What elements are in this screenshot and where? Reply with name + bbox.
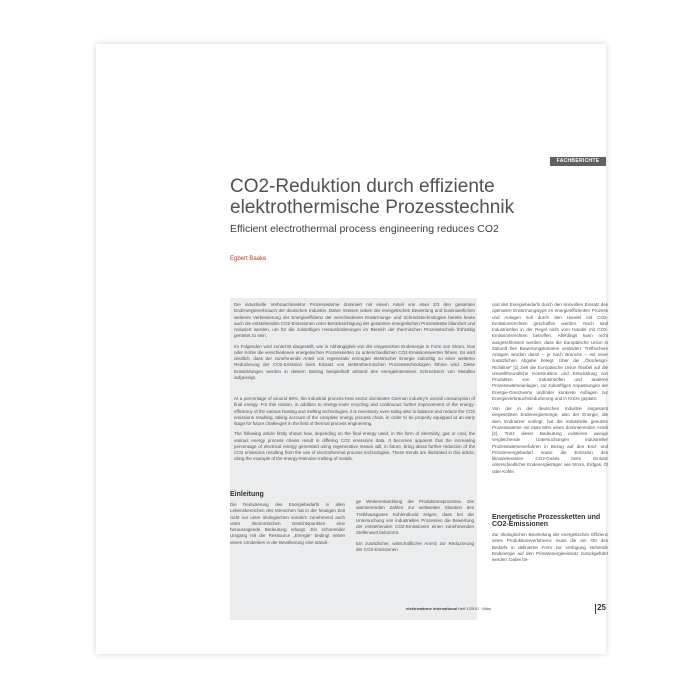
footer-divider bbox=[595, 604, 596, 614]
abstract-box bbox=[230, 298, 477, 620]
journal-page bbox=[96, 44, 606, 654]
heading-energy-chains: Energetische Prozessketten und CO2-Emissionen bbox=[492, 514, 601, 528]
article-title: CO2-Reduktion durch effiziente elektrothermische Prozesstechnik bbox=[230, 176, 515, 218]
body-paragraph: ge Weiterentwicklung der Produktionsprozesse. Die alarmierenden Zahlen zur weltweiten Situation des Treibhausgases Kohlendioxid zeigen, dass bei der Untersuchung von industriellen Prozessen die Bewertung der entstehenden CO2-Emissionen einen zunehmenden Stellenwert bekommt. bbox=[356, 499, 474, 536]
column-introduction bbox=[230, 491, 345, 550]
abstract-en-paragraph: At a percentage of around 66%, the industrial process-heat sector dominates German industry's overall consumption of final energy. For this reason, in addition to energy-route recycling and continuous further improvement of the energy-efficiency of the various heating and melting technologies, it is necessary even today also to balance and reduce the CO2 emissions resulting, taking account of the complete energy process chain, in order to be properly equipped at an early stage for future challenges in the field of thermal process engineering. bbox=[234, 396, 475, 426]
body-paragraph: Ein zusätzlicher, wirtschaftlicher Anreiz zur Reduzierung der CO2-Emissionen bbox=[356, 540, 474, 552]
right-column bbox=[492, 302, 608, 479]
journal-name: elektrowärme international bbox=[406, 606, 457, 611]
article-subtitle: Efficient electrothermal process engineering reduces CO2 bbox=[230, 223, 499, 235]
body-paragraph: Die Reduzierung des Energiebedarfs in allen Lebensbereichen des Menschen hat in der heutigen Zeit nicht nur unter ökologischen sondern zunehmend auch unter ökonomischen Gesichtspunkten eine herausragende Bedeutung erlangt. Ein schonender Umgang mit der Ressource „Energie“ bedingt neben einem Umdenken in der Bevölkerung eine ständi- bbox=[230, 502, 345, 545]
abstract-de-paragraph: Im Folgenden wird zunächst dargestellt, wie in Abhängigkeit von der eingesetzten Endenergie in Form von Strom, Gas oder Kohle die verschiedenen energetischen Prozessketten zu unterschiedlichen CO2-Emissionswerten führen. Es wird deutlich, dass der zunehmende Anteil von regenerativ erzeugter elektrischer Energie zukünftig zu einer weiteren Reduzierung der CO2-Emission beim Einsatz von elektrothermischen Prozesstechnologien führen wird. Diese Entwicklungen werden in diesem Beitrag beispielhaft anhand des energieintensiven Schmelzens von Metallen aufgezeigt. bbox=[234, 343, 475, 380]
body-paragraph: und des Energiebedarfs durch den sinnvollen Einsatz des optimalen Erwärmungstyps im energieeffizienten Prozess und Anlagen soll durch den Handel mit CO2-Emissionsrechten geschaffen werden. Noch sind Industrieöfen in der Regel nicht vom Handel mit CO2-Emissionsrechten betroffen. Allerdings kann nicht ausgeschlossen werden, dass die Europäische Union in Zukunft ihre Bewertungskriterien verändert. Treffsichere Anlagen würden damit – je nach Branche – mit einer zusätzlichen Abgabe belegt. Über die „Ökodesign-Richtlinie“ [1] zielt die Europäische Union flexibel auf die umweltfreundliche Konstruktion und Entwicklung von Produkten von Industrieöfen und anderen Prozesswärmeanlagen, zur zukünftigen Anpassungen der Energie-Grenzwerte und/oder konkrete Auflagen zur Energieverbrauchsreduzierung und in Kürze geplant. bbox=[492, 302, 608, 401]
body-paragraph: Zur ökologischen Beurteilung der energetischen Effizienz eines Produktionsverfahrens muss die am Ort des Bedarfs in definierter Form zur Verfügung stehende Endenergie auf den Primärenergieeinsatz zurückgeführt werden. Dabei be- bbox=[492, 532, 608, 562]
abstract-english bbox=[234, 396, 475, 467]
author: Egbert Baake bbox=[230, 256, 267, 262]
column-energy-chains bbox=[492, 514, 608, 567]
abstract-de-paragraph: Die industrielle Verbrauchssektor Prozesswärme dominiert mit einem Anteil von etwa 2/3 den gesamten Endenergieverbrauch der deutschen Industrie. Daher müssen neben der energetischen Bewertung und kontinuierlichen weiteren Verbesserung der Energieeffizienz der verschiedenen Erwärmungs- und Schmelztechnologien bereits heute auch die entstehenden CO2-Emissionen unter Berücksichtigung der gesamten energetischen Prozesskette bilanziert und reduziert werden, um für die zukünftigen Herausforderungen im Bereich der thermischen Prozesstechnik frühzeitig gerüstet zu sein. bbox=[234, 302, 475, 339]
abstract-en-paragraph: The following article firstly shows how, depending on the final energy used, in the form of electricity, gas or coal, the various energy process chains result in differing CO2 emissions data. It becomes apparent that the increasing percentage of electrical energy generated using regenerative means will, in future, bring about further reduction of the CO2 emissions resulting from the use of electrothermal process technologies. These trends are illustrated in this article, citing the example of the energy-intensive melting of metals. bbox=[234, 431, 475, 462]
section-tag: FACHBERICHTE bbox=[550, 157, 606, 166]
column-middle bbox=[356, 499, 474, 557]
body-paragraph: Von der in der deutschen Industrie insgesamt eingesetzten Endenergiemenge, also der Energie, die dem Endnutzer vorliegt, hat die industrielle genutzte Prozesswärme mit etwa 66% einen dominierenden Anteil [2]. Trotz dieser Bedeutung existieren wenige vergleichende Untersuchungen industrieller Prozesswärmeverfahren in Bezug auf den End- und Primärenergiebedarf sowie die Emission des klimarelevanten CO2-Gases beim Einsatz unterschiedlicher Endenergieträger, wie Strom, Erdgas, Öl oder Kohle. bbox=[492, 406, 608, 474]
heading-introduction: Einleitung bbox=[230, 491, 264, 498]
abstract-german bbox=[234, 302, 475, 385]
page-number: 25 bbox=[597, 603, 606, 612]
journal-issue: Heft 1/2010 · März bbox=[458, 606, 492, 611]
page-footer bbox=[406, 603, 606, 616]
